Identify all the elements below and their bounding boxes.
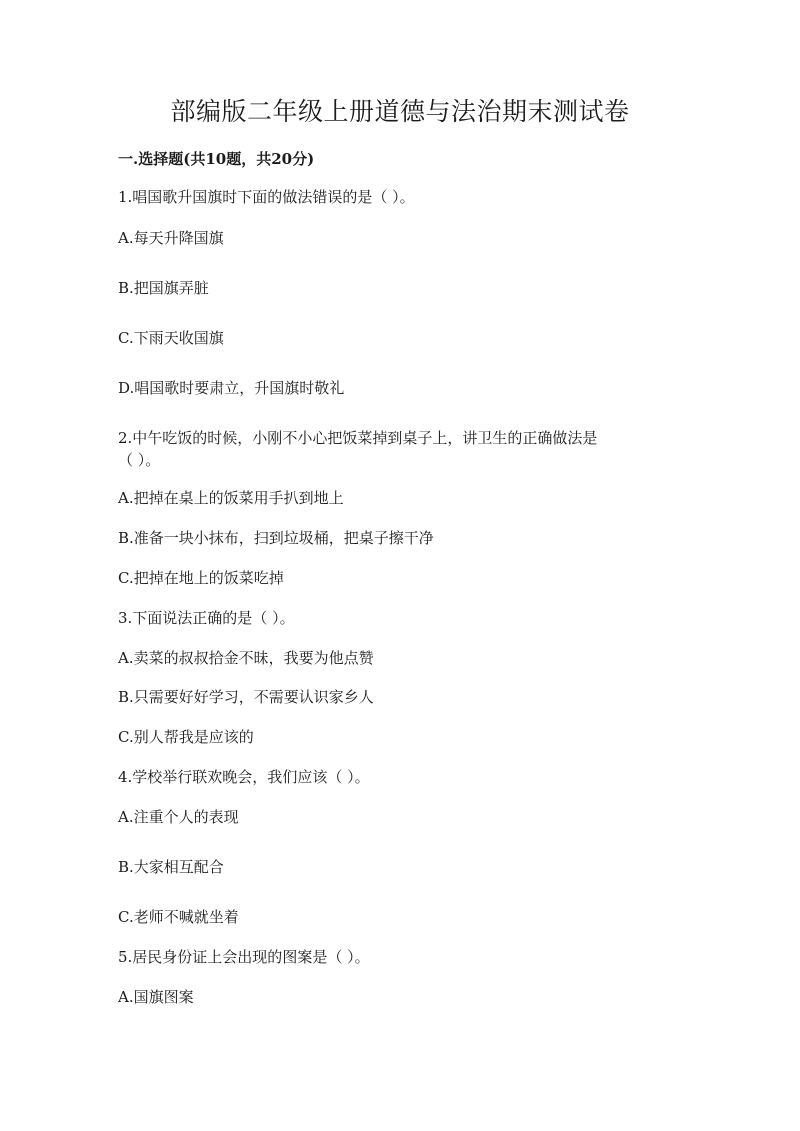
question-4-option-a: A.注重个人的表现 (118, 808, 239, 826)
question-2-option-a: A.把掉在桌上的饭菜用手扒到地上 (118, 489, 344, 507)
page-title: 部编版二年级上册道德与法治期末测试卷 (170, 97, 630, 126)
question-4-option-b: B.大家相互配合 (118, 858, 224, 876)
question-2-stem: 2.中午吃饭的时候，小刚不小心把饭菜掉到桌子上，讲卫生的正确做法是 (118, 429, 598, 447)
question-1-option-d: D.唱国歌时要肃立，升国旗时敬礼 (118, 379, 345, 397)
question-2-stem-cont: （ ）。 (118, 451, 161, 469)
question-2-option-c: C.把掉在地上的饭菜吃掉 (118, 569, 284, 587)
question-3-option-b: B.只需要好好学习，不需要认识家乡人 (118, 688, 374, 706)
question-1-stem: 1.唱国歌升国旗时下面的做法错误的是（ ）。 (118, 188, 415, 206)
question-5-option-a: A.国旗图案 (118, 988, 194, 1006)
question-3-option-a: A.卖菜的叔叔拾金不昧，我要为他点赞 (118, 649, 374, 667)
question-1-option-b: B.把国旗弄脏 (118, 279, 209, 297)
section-heading: 一.选择题(共10题，共20分) (118, 150, 315, 168)
question-3-stem: 3.下面说法正确的是（ ）。 (118, 609, 295, 627)
question-4-stem: 4.学校举行联欢晚会，我们应该（ ）。 (118, 768, 370, 786)
question-2-option-b: B.准备一块小抹布，扫到垃圾桶，把桌子擦干净 (118, 529, 434, 547)
question-1-option-a: A.每天升降国旗 (118, 229, 224, 247)
question-5-stem: 5.居民身份证上会出现的图案是（ ）。 (118, 948, 370, 966)
question-4-option-c: C.老师不喊就坐着 (118, 908, 239, 926)
question-3-option-c: C.别人帮我是应该的 (118, 728, 254, 746)
question-1-option-c: C.下雨天收国旗 (118, 329, 224, 347)
